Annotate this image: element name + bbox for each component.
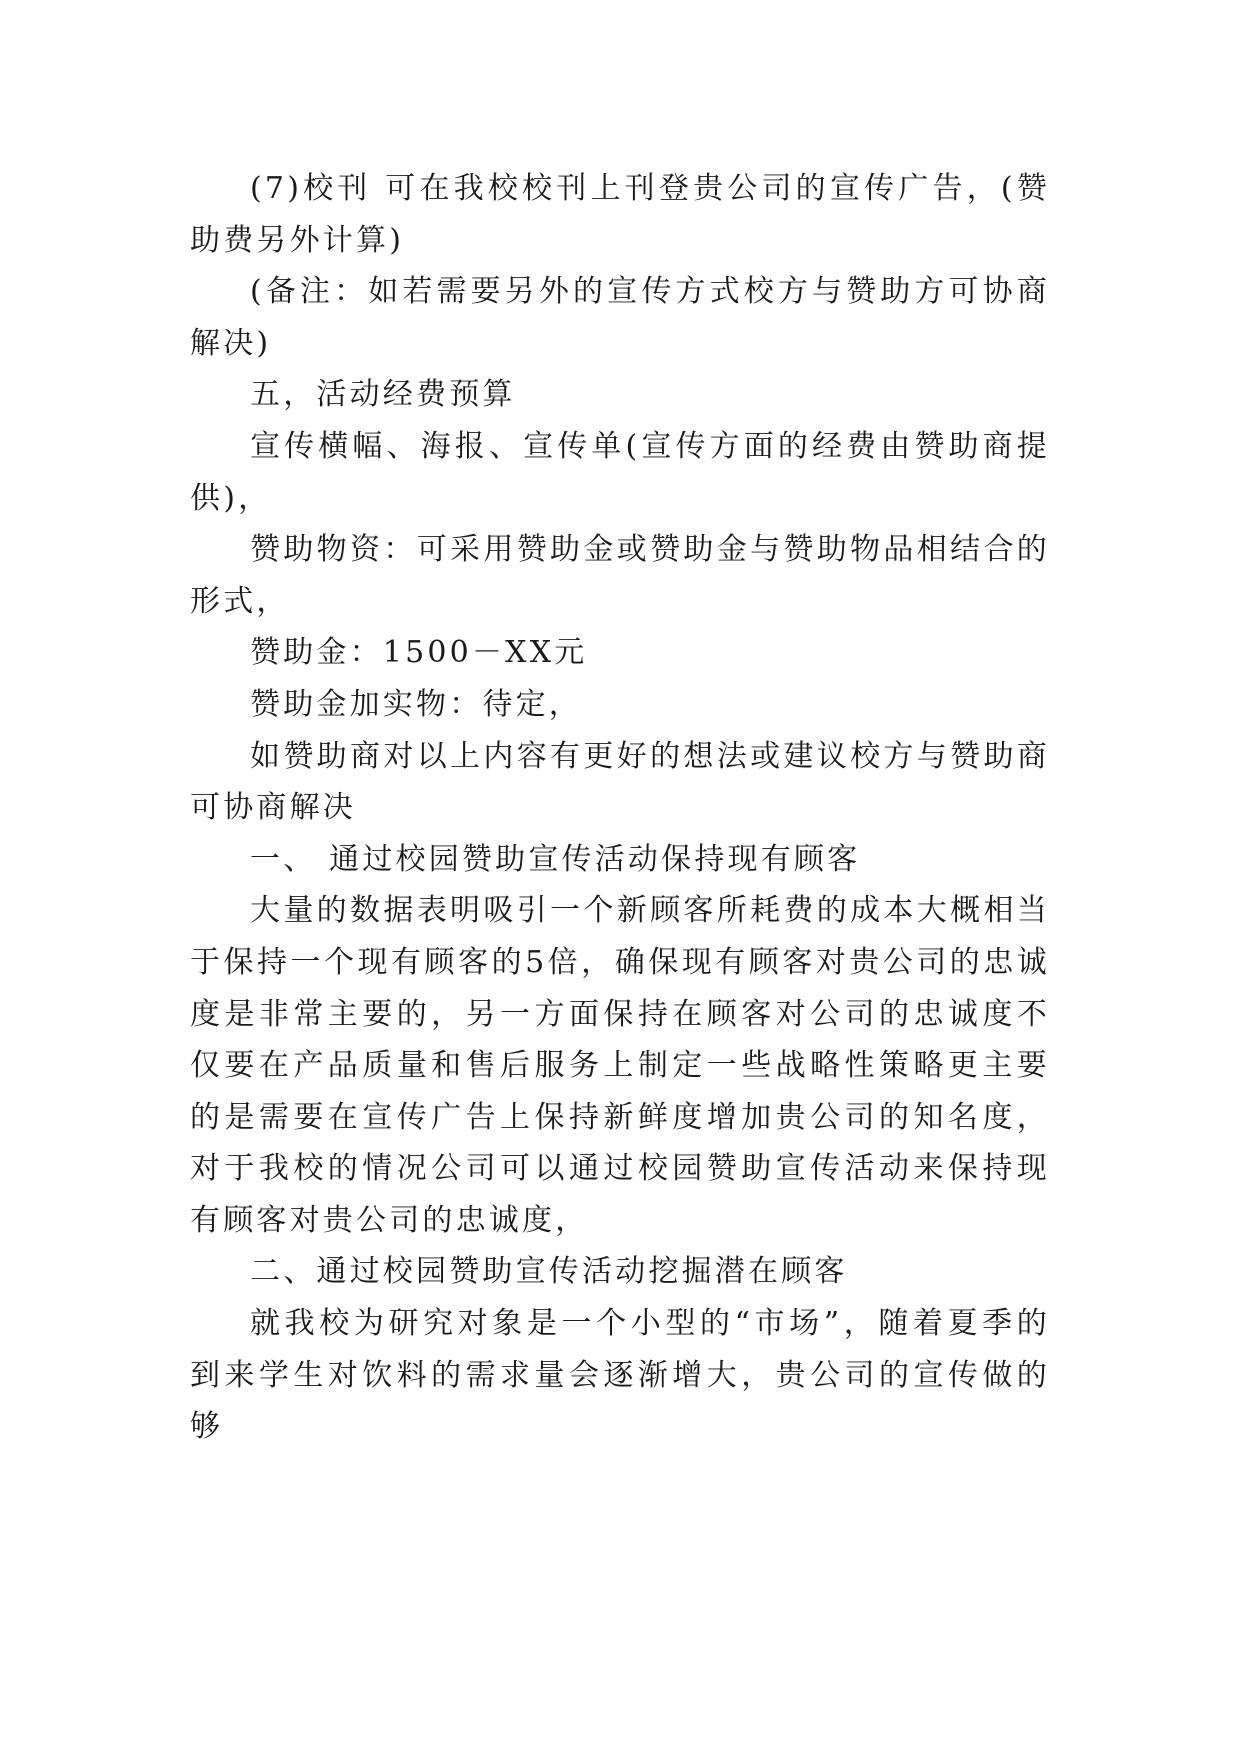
- paragraph-sponsorship-in-kind: 赞助金加实物：待定，: [250, 686, 582, 722]
- paragraph-negotiation: 如赞助商对以上内容有更好的想法或建议校方与赞助商可协商解决: [190, 738, 1050, 826]
- document-body: [190, 163, 1050, 1453]
- paragraph-retain-customers: 大量的数据表明吸引一个新顾客所耗费的成本大概相当于保持一个现有顾客的5倍，确保现有顾客对贵公司的忠诚度是非常主要的，另一方面保持在顾客对公司的忠诚度不仅要在产品质量和售后服务上制定一些战略性策略更主要的是需要在宣传广告上保持新鲜度增加贵公司的知名度，对于我校的情况公司可以通过校园赞助宣传活动来保持现有顾客对贵公司的忠诚度，: [190, 893, 1050, 1238]
- section-heading-budget: 五，活动经费预算: [250, 377, 516, 413]
- paragraph-remark: (备注：如若需要另外的宣传方式校方与赞助方可协商解决): [190, 274, 1050, 361]
- section-heading-potential-customers: 二、通过校园赞助宣传活动挖掘潜在顾客: [250, 1254, 848, 1290]
- paragraph-sponsorship-goods: 赞助物资：可采用赞助金或赞助金与赞助物品相结合的形式，: [190, 532, 1050, 619]
- paragraph-school-magazine: (7)校刊 可在我校校刊上刊登贵公司的宣传广告，(赞助费另外计算): [190, 171, 1050, 258]
- paragraph-potential-customers: 就我校为研究对象是一个小型的“市场”，随着夏季的到来学生对饮料的需求量会逐渐增大，贵公司的宣传做的够: [190, 1306, 1050, 1445]
- paragraph-sponsorship-amount: 赞助金：1500－XX元: [250, 635, 588, 671]
- section-heading-retain-customers: 一、 通过校园赞助宣传活动保持现有顾客: [250, 841, 861, 877]
- paragraph-promo-materials: 宣传横幅、海报、宣传单(宣传方面的经费由赞助商提供)，: [190, 428, 1050, 516]
